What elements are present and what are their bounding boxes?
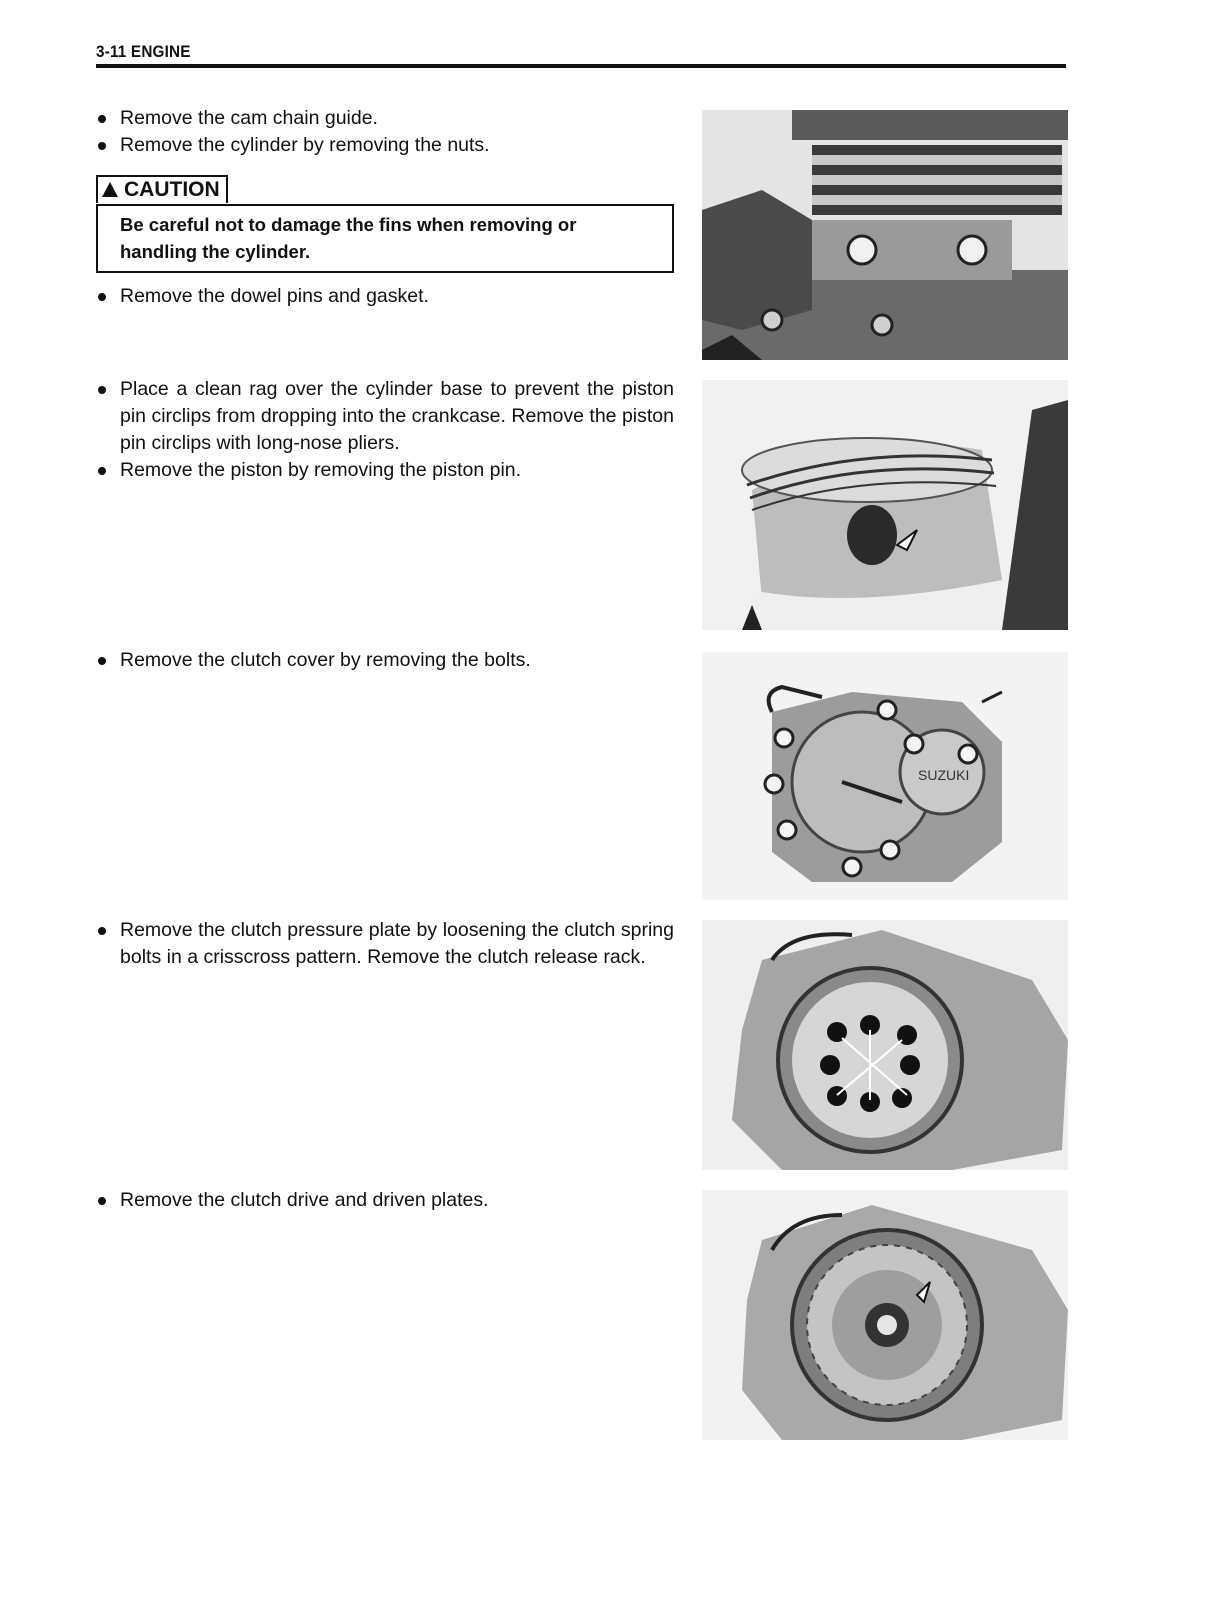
clutch-plates-photo [702, 1190, 1068, 1440]
pressure-plate-photo [702, 920, 1068, 1170]
page-header [96, 42, 1066, 68]
list-item: Remove the cam chain guide. [96, 105, 674, 132]
list-item: Place a clean rag over the cylinder base to prevent the piston pin circlips from dropping into the crankcase. Remove the piston pin circlips with long-nose pliers. [96, 376, 674, 457]
list-item: Remove the cylinder by removing the nuts. [96, 132, 674, 159]
section-pressure-plate [96, 917, 674, 971]
piston-photo [702, 380, 1068, 630]
list-item: Remove the clutch cover by removing the bolts. [96, 647, 674, 674]
bullet-list [96, 647, 674, 674]
header-rule [96, 64, 1066, 68]
bullet-list [96, 917, 674, 971]
caution-label: CAUTION [96, 175, 228, 203]
page-title: 3-11 ENGINE [96, 42, 191, 61]
cylinder-photo [702, 110, 1068, 360]
bullet-list [96, 105, 674, 159]
caution-box: Be careful not to damage the fins when removing or handling the cylinder. [96, 204, 674, 273]
bullet-list [96, 1187, 674, 1214]
list-item: Remove the clutch pressure plate by loosening the clutch spring bolts in a crisscross pattern. Remove the clutch release rack. [96, 917, 674, 971]
bullet-list [96, 283, 674, 310]
list-item: Remove the clutch drive and driven plates. [96, 1187, 674, 1214]
section-clutch-cover [96, 647, 674, 674]
list-item: Remove the piston by removing the piston pin. [96, 457, 674, 484]
warning-triangle-icon [102, 182, 118, 197]
bullet-list [96, 376, 674, 484]
suzuki-logo: SUZUKI [918, 767, 970, 783]
section-clutch-plates [96, 1187, 674, 1214]
section-cylinder [96, 105, 674, 310]
clutch-cover-photo [702, 652, 1068, 900]
section-piston [96, 376, 674, 484]
list-item: Remove the dowel pins and gasket. [96, 283, 674, 310]
